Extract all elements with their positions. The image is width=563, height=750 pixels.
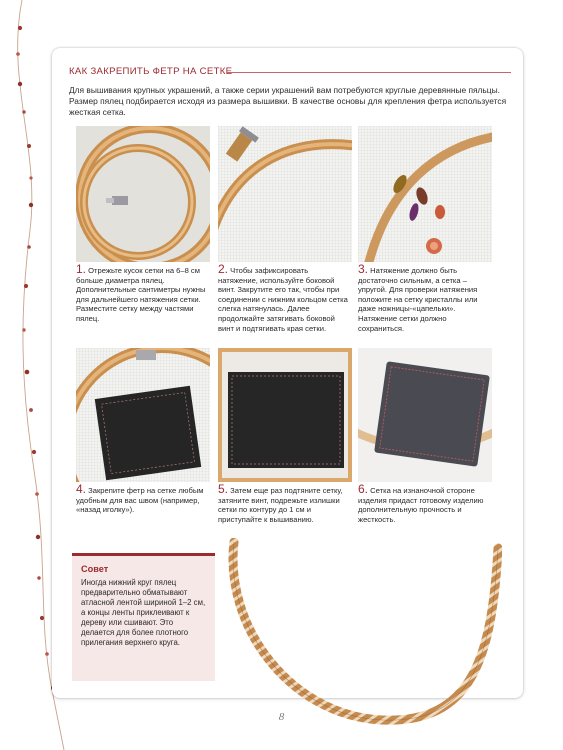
step-5-number: 5. [218, 482, 229, 496]
step-2-number: 2. [218, 262, 229, 276]
tip-text: Иногда нижний круг пялец предварительно обматывают атласной лентой шириной 1–2 см, а концы ленты приклеивают к дереву или сшивают. Это делается для более плотного прилегания верхнего круга. [81, 578, 206, 647]
step-1-caption [76, 262, 208, 324]
step-3-caption [358, 262, 490, 333]
content-card [52, 48, 523, 698]
section-title: КАК ЗАКРЕПИТЬ ФЕТР НА СЕТКЕ [69, 66, 233, 77]
step-3-photo [358, 126, 492, 262]
step-6-text: Сетка на изнаночной стороне изделия придаст готовому изделию дополнительную прочность и жесткость. [358, 486, 484, 524]
step-4-caption [76, 482, 208, 515]
section-title-rule [227, 72, 511, 73]
step-6-number: 6. [358, 482, 369, 496]
intro-paragraph: Для вышивания крупных украшений, а также серии украшений вам потребуются круглые деревянные пяльцы. Размер пялец подбирается исходя из размера вышивки. В качестве основы для крепления фетра используется жесткая сетка. [69, 85, 507, 117]
step-3-text: Натяжение должно быть достаточно сильным, а сетка – упругой. Для проверки натяжения положите на сетку кристаллы или даже ножницы-«цапельки». Натяжение сетки должно сохраниться. [358, 266, 478, 333]
step-1-number: 1. [76, 262, 87, 276]
step-2-photo [218, 126, 352, 262]
step-2-caption [218, 262, 350, 333]
tip-title: Совет [81, 564, 109, 574]
step-4-number: 4. [76, 482, 87, 496]
step-5-text: Затем еще раз подтяните сетку, затяните винт, подрежьте излишки сетки по контуру до 1 см и приступайте к вышиванию. [218, 486, 343, 524]
step-1-photo [76, 126, 210, 262]
page-number: 8 [278, 711, 285, 723]
step-5-caption [218, 482, 350, 524]
tip-box [72, 553, 215, 681]
step-6-caption [358, 482, 490, 524]
embroidery-hoop-icon [222, 538, 502, 728]
step-4-photo [76, 348, 210, 482]
step-1-text: Отрежьте кусок сетки на 6–8 см больше диаметра пялец. Дополнительные сантиметры нужны для дальнейшего натяжения сетки. Разместите сетку между частями пялец. [76, 266, 206, 323]
step-5-photo [218, 348, 352, 482]
step-6-photo [358, 348, 492, 482]
step-2-text: Чтобы зафиксировать натяжение, используйте боковой винт. Закрутите его так, чтобы при соединении с нижним кольцом сетка слегка натянулась. Далее продолжайте затягивать боковой винт и подтягивать края сетки. [218, 266, 348, 333]
step-3-number: 3. [358, 262, 369, 276]
step-4-text: Закрепите фетр на сетке любым удобным для вас швом (например, «назад иголку»). [76, 486, 204, 515]
